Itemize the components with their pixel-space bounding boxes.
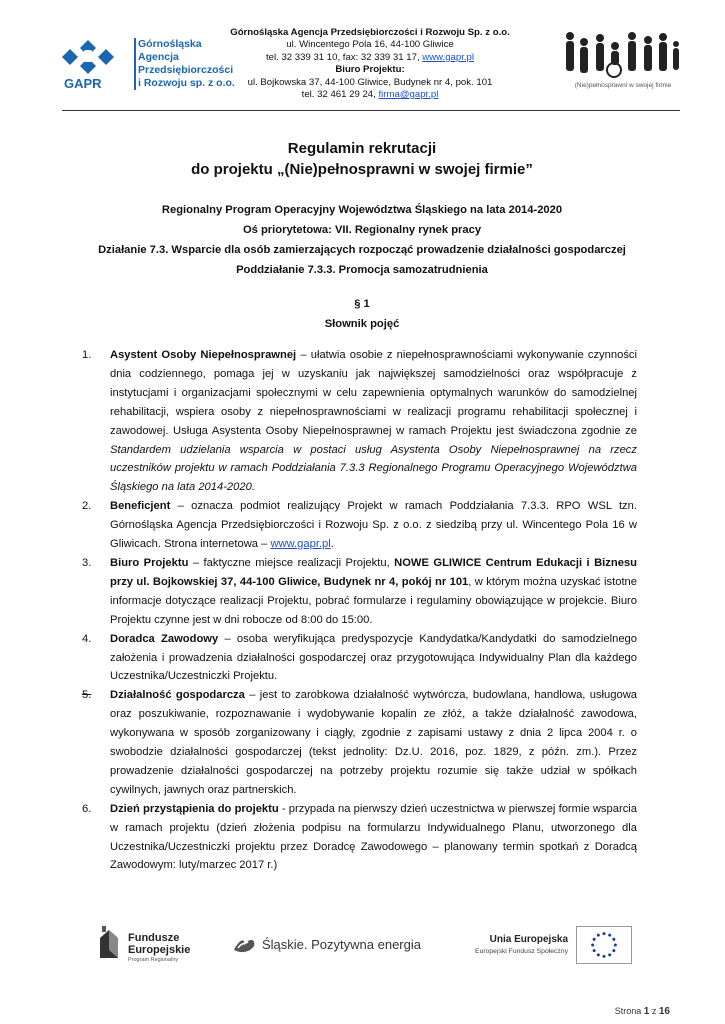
slaskie-slogan: Śląskie. Pozytywna energia <box>262 937 421 952</box>
eu-star-icon <box>608 934 611 937</box>
eu-star-icon <box>593 949 596 952</box>
section-title: Słownik pojęć <box>324 318 400 330</box>
definition-item <box>82 554 637 630</box>
office-phone-line <box>200 89 540 101</box>
slaskie-logo-icon <box>232 934 258 956</box>
page-number <box>560 1006 670 1017</box>
website-link[interactable]: www.gapr.pl <box>270 538 331 551</box>
definition-item <box>82 630 637 687</box>
fe-line-2: Europejskie <box>128 944 191 956</box>
office-address: ul. Bojkowska 37, 44-100 Gliwice, Budynek nr 4, pok. 101 <box>247 76 493 88</box>
org-address: ul. Wincentego Pola 16, 44-100 Gliwice <box>286 39 454 51</box>
program-line-3: Działanie 7.3. Wsparcie dla osób zamierzających rozpocząć prowadzenie działalności gospodarczej <box>98 244 626 256</box>
item-number: 5. <box>82 689 92 702</box>
project-people-logo-icon <box>560 28 680 90</box>
website-link[interactable]: www.gapr.pl <box>422 51 475 63</box>
eu-star-icon <box>608 953 611 956</box>
eu-star-icon <box>614 943 617 946</box>
eu-flag-icon <box>576 926 632 964</box>
eu-star-icon <box>597 934 600 937</box>
page-label: Strona <box>614 1006 644 1016</box>
section-number: § 1 <box>354 298 370 310</box>
logo-line-3: Przedsiębiorczości <box>138 64 234 76</box>
title-line-1: Regulamin rekrutacji <box>287 140 437 157</box>
item-number: 2. <box>82 500 92 513</box>
definition-text: – jest to zarobkowa działalność wytwórcza, budowlana, handlowa, usługowa oraz poszukiwanie, rozpoznawanie i wydobywanie kopalin ze złóż, a także działalność zawodowa, wykonywana w sposób zorganizowany i ciągły, zgodnie z zapisami ustawy z dnia 2 lipca 2004 r. o swobodzie działalności gospodarczej (tekst jednolity: Dz.U. 2016, poz. 1829, z późn. zm.). Przez prowadzenie działalności gospodarczej na potrzeby projektu rozumie się także udział w spółkach cywilnych, jawnych oraz partnerskich. <box>110 689 637 796</box>
gapr-abbr: GAPR <box>64 76 102 90</box>
eu-star-icon <box>612 949 615 952</box>
page-total: 16 <box>658 1006 670 1017</box>
definition-item <box>82 497 637 554</box>
page-separator: z <box>649 1006 659 1016</box>
eu-title: Unia Europejska <box>489 934 568 945</box>
program-line-1: Regionalny Program Operacyjny Województwa Śląskiego na lata 2014-2020 <box>161 204 563 216</box>
definition-text: – faktyczne miejsce realizacji Projektu, <box>188 556 395 569</box>
definition-text: – oznacza podmiot realizujący Projekt w ramach Poddziałania 7.3.3. RPO WSL tzn. Górnośląska Agencja Przedsiębiorczości i Rozwoju Sp. z o.o. z siedzibą przy ul. Wincentego Pola 16 w Gliwicach. Strona internetowa – <box>110 500 637 551</box>
office-phone: tel. 32 461 29 24, <box>301 89 379 101</box>
definition-text: – osoba weryfikująca predyspozycje Kandydatka/Kandydatki do samodzielnego założenia i prowadzenia działalności gospodarczej oraz przygotowująca Indywidualny Plan dla każdego Uczestnika/Uczestniczki Projektu. <box>110 632 637 683</box>
definition-term: Doradca Zawodowy <box>110 632 219 645</box>
eu-star-icon <box>612 938 615 941</box>
definition-term: Dzień przystąpienia do projektu <box>110 802 279 815</box>
eu-fund: Europejski Fundusz Społeczny <box>475 948 568 955</box>
logo-line-1: Górnośląska <box>138 38 202 50</box>
program-line-4: Poddziałanie 7.3.3. Promocja samozatrudnienia <box>236 264 488 276</box>
org-name: Górnośląska Agencja Przedsiębiorczości i Rozwoju Sp. z o.o. <box>230 27 510 38</box>
document-footer <box>0 920 725 1024</box>
definition-text: – ułatwia osobie z niepełnosprawnościami wykonywanie czynności dnia codziennego, pomaga jej w uzyskaniu jak największej samodzielności oraz współpracuje z instytucjami i organizacjami społecznymi w celu zapewnienia optymalnych warunków do samodzielnej rehabilitacji, wspiera osoby z niepełnosprawnościami w realizacji programu rehabilitacji społecznej i zawodowej. Usługa Asystenta Osoby Niepełnosprawnej w ramach Projektu jest świadczona zgodnie ze <box>110 349 637 437</box>
definition-term: Beneficjent <box>110 500 171 513</box>
eu-star-icon <box>593 938 596 941</box>
definition-item <box>82 800 637 876</box>
logo-line-2: Agencja <box>138 51 179 63</box>
org-phone-line <box>200 52 540 64</box>
header-divider <box>62 110 680 111</box>
item-number: 3. <box>82 556 92 569</box>
fe-subtitle: Program Regionalny <box>128 957 179 963</box>
eu-star-icon <box>597 953 600 956</box>
project-logo-caption: (Nie)pełnosprawni w swojej firmie <box>574 82 672 89</box>
item-number: 4. <box>82 632 92 645</box>
eu-star-icon <box>602 955 605 958</box>
definition-term: Biuro Projektu <box>110 556 189 569</box>
document-header <box>0 0 725 112</box>
header-contact-block <box>200 27 540 101</box>
definition-item <box>82 346 637 497</box>
fundusze-europejskie-text <box>128 932 190 964</box>
definition-text-end: , w którym można uzyskać istotne informacje dotyczące realizacji Projektu, pobrać formularze i regulaminy obowiązujące w projekcie. Biuro Projektu czynne jest w dni robocze od 8:00 do 15:00. <box>110 575 638 626</box>
definition-item <box>82 686 637 799</box>
office-location: NOWE GLIWICE Centrum Edukacji i Biznesu przy ul. Bojkowskiej 37, 44-100 Gliwice, Budynek nr 4, pokój nr 101 <box>110 556 637 588</box>
eu-label <box>466 934 568 958</box>
definition-italic: Standardem udzielania wsparcia w postaci usług Asystenta Osoby Niepełnosprawnej na rzecz uczestników projektu w ramach Poddziałania 7.3.3 Regionalnego Programu Operacyjnego Województwa Śląskiego na lata 2014-2020. <box>110 443 637 494</box>
logo-divider <box>134 38 136 90</box>
section-heading <box>62 294 662 334</box>
logo-line-4: i Rozwoju sp. z o.o. <box>138 77 235 89</box>
item-number: 1. <box>82 349 92 361</box>
office-label: Biuro Projektu: <box>335 64 405 76</box>
org-phone: tel. 32 339 31 10, fax: 32 339 31 17, <box>265 51 423 63</box>
fe-line-1: Fundusze <box>128 932 180 944</box>
definition-term: Asystent Osoby Niepełnosprawnej <box>110 349 297 361</box>
item-number: 6. <box>82 802 92 815</box>
office-email-link[interactable]: firma@gapr.pl <box>378 89 439 101</box>
eu-star-icon <box>602 932 605 935</box>
definition-text: - przypada na pierwszy dzień uczestnictwa w pierwszej formie wsparcia w ramach projektu (dzień złożenia podpisu na formularzu Indywidualnego Planu, utworzonego dla Uczestnika/Uczestniczki projektu przez Doradcę Zawodowego – planowany termin spotkań z Doradcą Zawodowym: luty/marzec 2017 r.) <box>110 802 637 872</box>
program-line-2: Oś priorytetowa: VII. Regionalny rynek pracy <box>242 224 482 236</box>
eu-star-icon <box>591 943 594 946</box>
title-line-2: do projektu „(Nie)pełnosprawni w swojej firmie” <box>191 161 533 178</box>
program-info <box>62 200 662 280</box>
definition-text-end: . <box>330 538 334 551</box>
definitions-list <box>82 346 637 875</box>
definition-term: Działalność gospodarcza <box>110 689 245 702</box>
document-title <box>62 138 662 180</box>
gapr-logo-icon <box>62 38 132 90</box>
page-current: 1 <box>643 1006 650 1017</box>
fundusze-europejskie-icon <box>96 924 122 962</box>
